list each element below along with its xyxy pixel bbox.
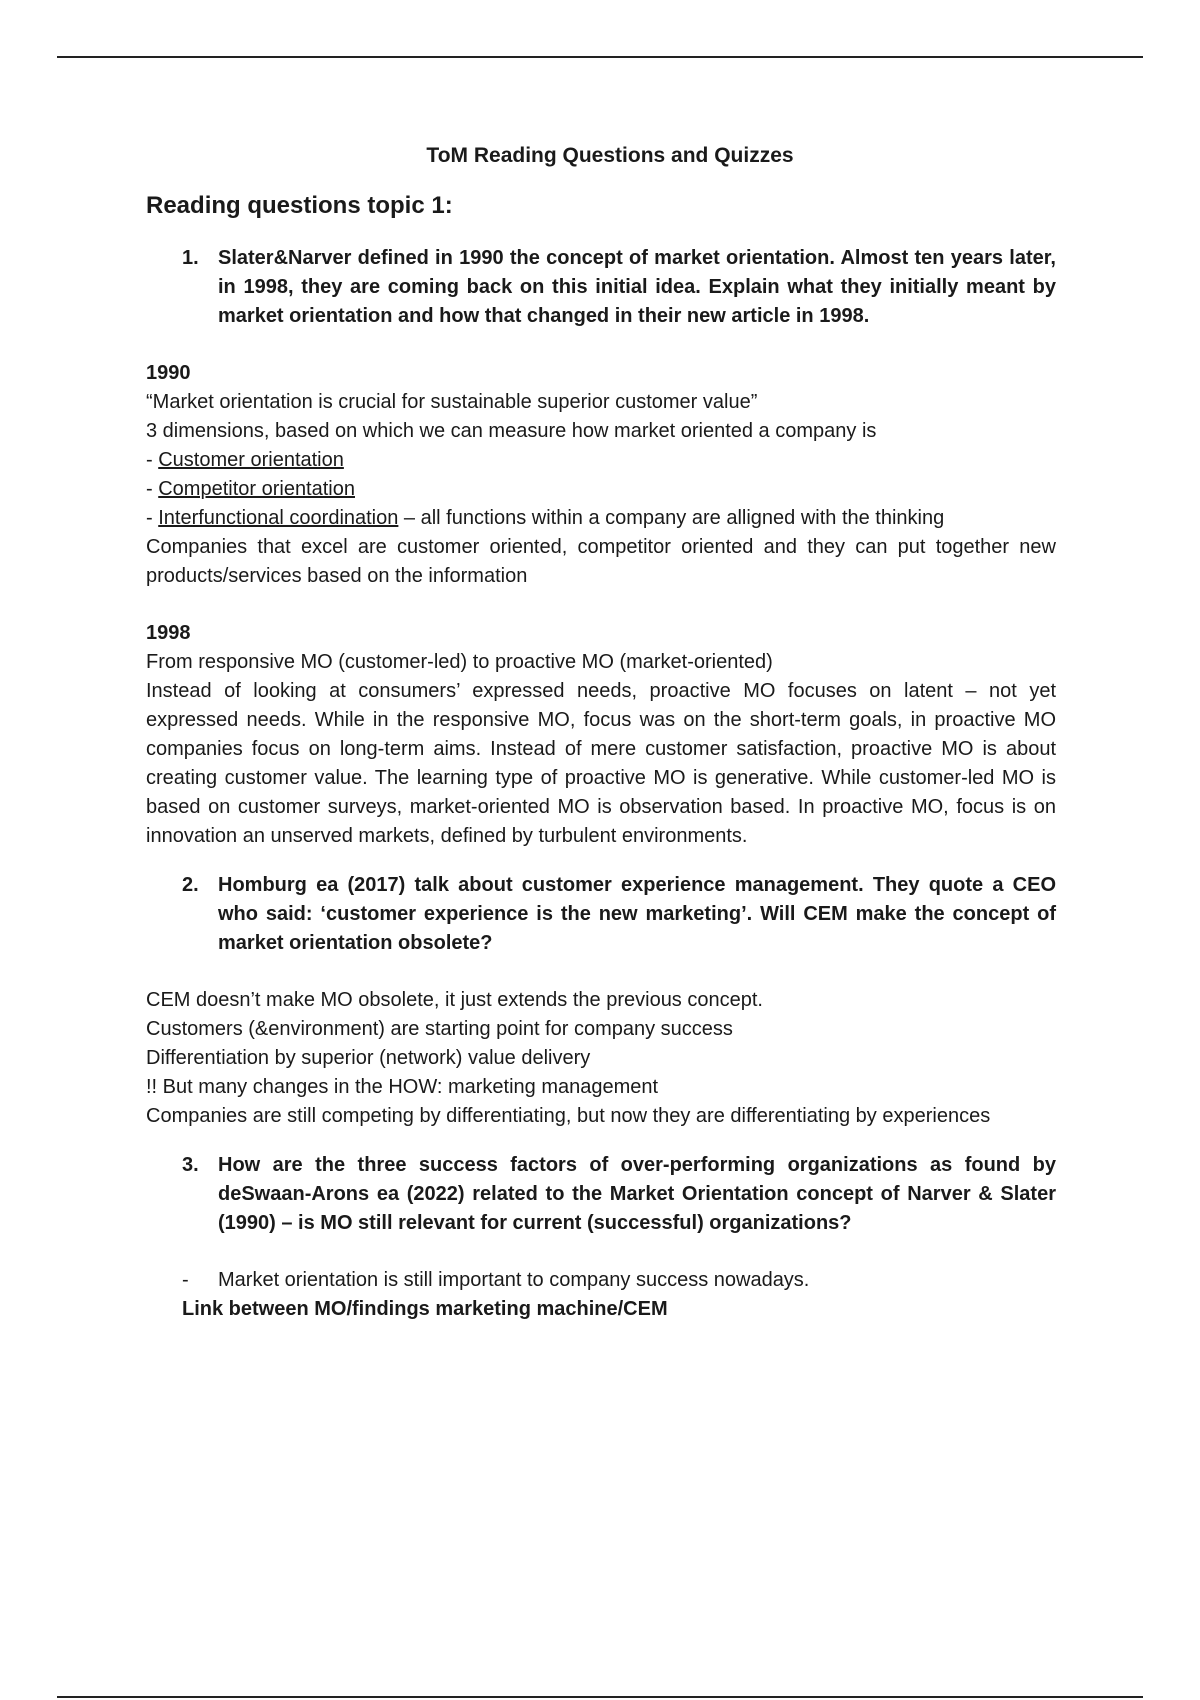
dimension-label: Customer orientation (158, 449, 344, 471)
dimension-label: Interfunctional coordination (158, 507, 399, 529)
dimension-item: - Customer orientation (146, 449, 344, 471)
answer-line: Companies are still competing by differentiating, but now they are differentiating by experiences (146, 1105, 991, 1127)
section-heading: Reading questions topic 1: (146, 192, 453, 219)
bullet-text: Market orientation is still important to company success nowadays. (218, 1269, 810, 1291)
answer-line: Differentiation by superior (network) value delivery (146, 1047, 591, 1069)
answer-line: CEM doesn’t make MO obsolete, it just extends the previous concept. (146, 989, 763, 1011)
question-3 (182, 1151, 1056, 1238)
bullet-item (182, 1266, 1056, 1295)
question-number: 1. (182, 247, 199, 269)
dimensions-intro: 3 dimensions, based on which we can measure how market oriented a company is (146, 420, 877, 442)
quote-line: “Market orientation is crucial for sustainable superior customer value” (146, 391, 758, 413)
intro-line: From responsive MO (customer-led) to proactive MO (market-oriented) (146, 651, 773, 673)
footer-rule (57, 1696, 1143, 1698)
body-paragraph: Instead of looking at consumers’ expressed needs, proactive MO focuses on latent – not yet expressed needs. While in the responsive MO, focus was on the short-term goals, in proactive MO companies focus on long-term aims. Instead of mere customer satisfaction, proactive MO is about creating customer value. The learning type of proactive MO is generative. While customer-led MO is based on customer surveys, market-oriented MO is observation based. In proactive MO, focus is on innovation an unserved markets, defined by turbulent environments. (146, 680, 1056, 847)
answer-1990 (146, 359, 1056, 591)
question-2 (182, 871, 1056, 958)
answer-line: Customers (&environment) are starting point for company success (146, 1018, 733, 1040)
question-number: 3. (182, 1154, 199, 1176)
dimension-item: - Competitor orientation (146, 478, 355, 500)
bold-note: Link between MO/findings marketing machine/CEM (182, 1298, 668, 1320)
header-rule (57, 56, 1143, 58)
dimension-item: - Interfunctional coordination – all functions within a company are alligned with the thinking (146, 507, 945, 529)
question-text: Homburg ea (2017) talk about customer experience management. They quote a CEO who said: ‘customer experience is the new marketing’. Will CEM make the concept of market orientation obsolete? (218, 874, 1056, 954)
answer-1998 (146, 619, 1056, 851)
document-title: ToM Reading Questions and Quizzes (426, 144, 794, 167)
answer-2 (146, 986, 1056, 1131)
year-heading: 1998 (146, 622, 191, 644)
document-page (146, 140, 1056, 1324)
answer-line: !! But many changes in the HOW: marketing management (146, 1076, 659, 1098)
question-text: How are the three success factors of over-performing organizations as found by deSwaan-Arons ea (2022) related to the Market Orientation concept of Narver & Slater (1990) – is MO still relevant for current (successful) organizations? (218, 1154, 1056, 1234)
dimension-label: Competitor orientation (158, 478, 355, 500)
year-heading: 1990 (146, 362, 191, 384)
summary-paragraph: Companies that excel are customer oriented, competitor oriented and they can put together new products/services based on the information (146, 536, 1056, 587)
question-1 (182, 244, 1056, 331)
question-number: 2. (182, 874, 199, 896)
question-text: Slater&Narver defined in 1990 the concept of market orientation. Almost ten years later, in 1998, they are coming back on this initial idea. Explain what they initially meant by market orientation and how that changed in their new article in 1998. (218, 247, 1056, 327)
answer-3 (146, 1266, 1056, 1324)
bullet-mark: - (182, 1269, 189, 1291)
